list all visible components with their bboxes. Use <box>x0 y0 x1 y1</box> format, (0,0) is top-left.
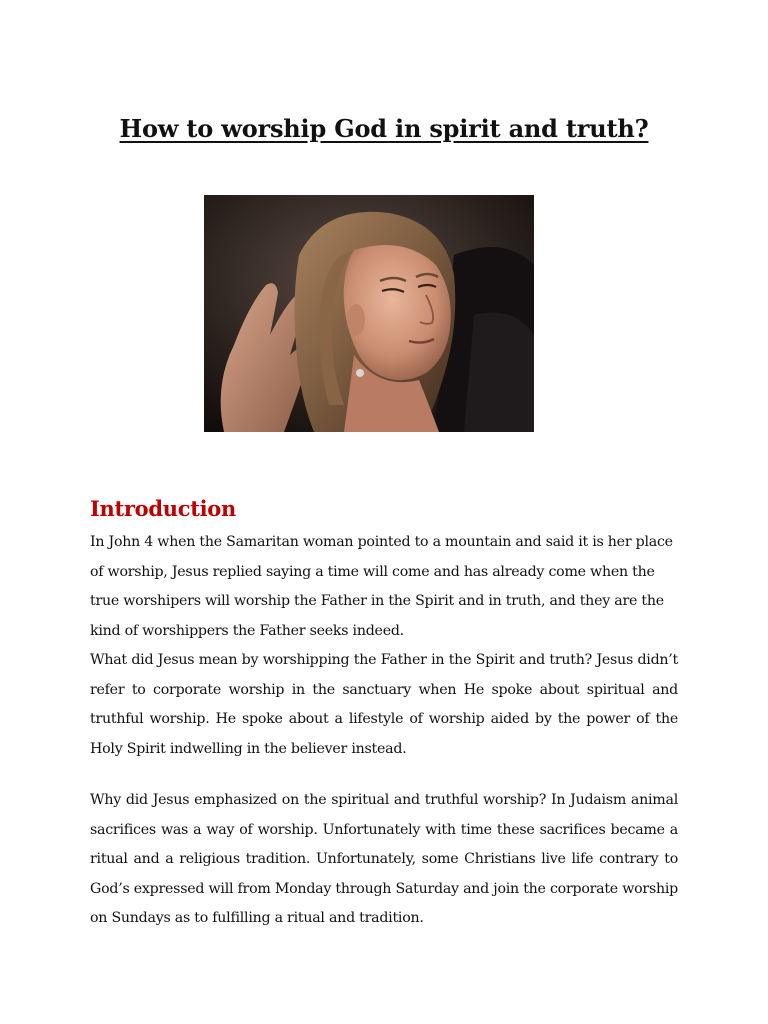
paragraph-1: In John 4 when the Samaritan woman pointed to a mountain and said it is her place of worship, Jesus replied saying a time will come and has already come when the true worshipers will worship the Father in the Spirit and in truth, and they are the kind of worshippers the Father seeks indeed. <box>90 534 673 639</box>
paragraph-2: What did Jesus mean by worshipping the Father in the Spirit and truth? Jesus didn’t refer to corporate worship in the sanctuary when He spoke about spiritual and truthful worship. He spoke about a lifestyle of worship aided by the power of the Holy Spirit indwelling in the believer instead. <box>90 652 678 757</box>
introduction-heading: Introduction <box>90 496 236 521</box>
paragraph-3: Why did Jesus emphasized on the spiritual and truthful worship? In Judaism animal sacrifices was a way of worship. Unfortunately with time these sacrifices became a ritual and a religious tradition. Unfortunately, some Christians live life contrary to God’s expressed will from Monday through Saturday and join the corporate worship on Sundays as to fulfilling a ritual and tradition. <box>90 792 678 926</box>
page-title: How to worship God in spirit and truth? <box>119 114 649 143</box>
worshipping-woman-photo <box>204 195 534 432</box>
